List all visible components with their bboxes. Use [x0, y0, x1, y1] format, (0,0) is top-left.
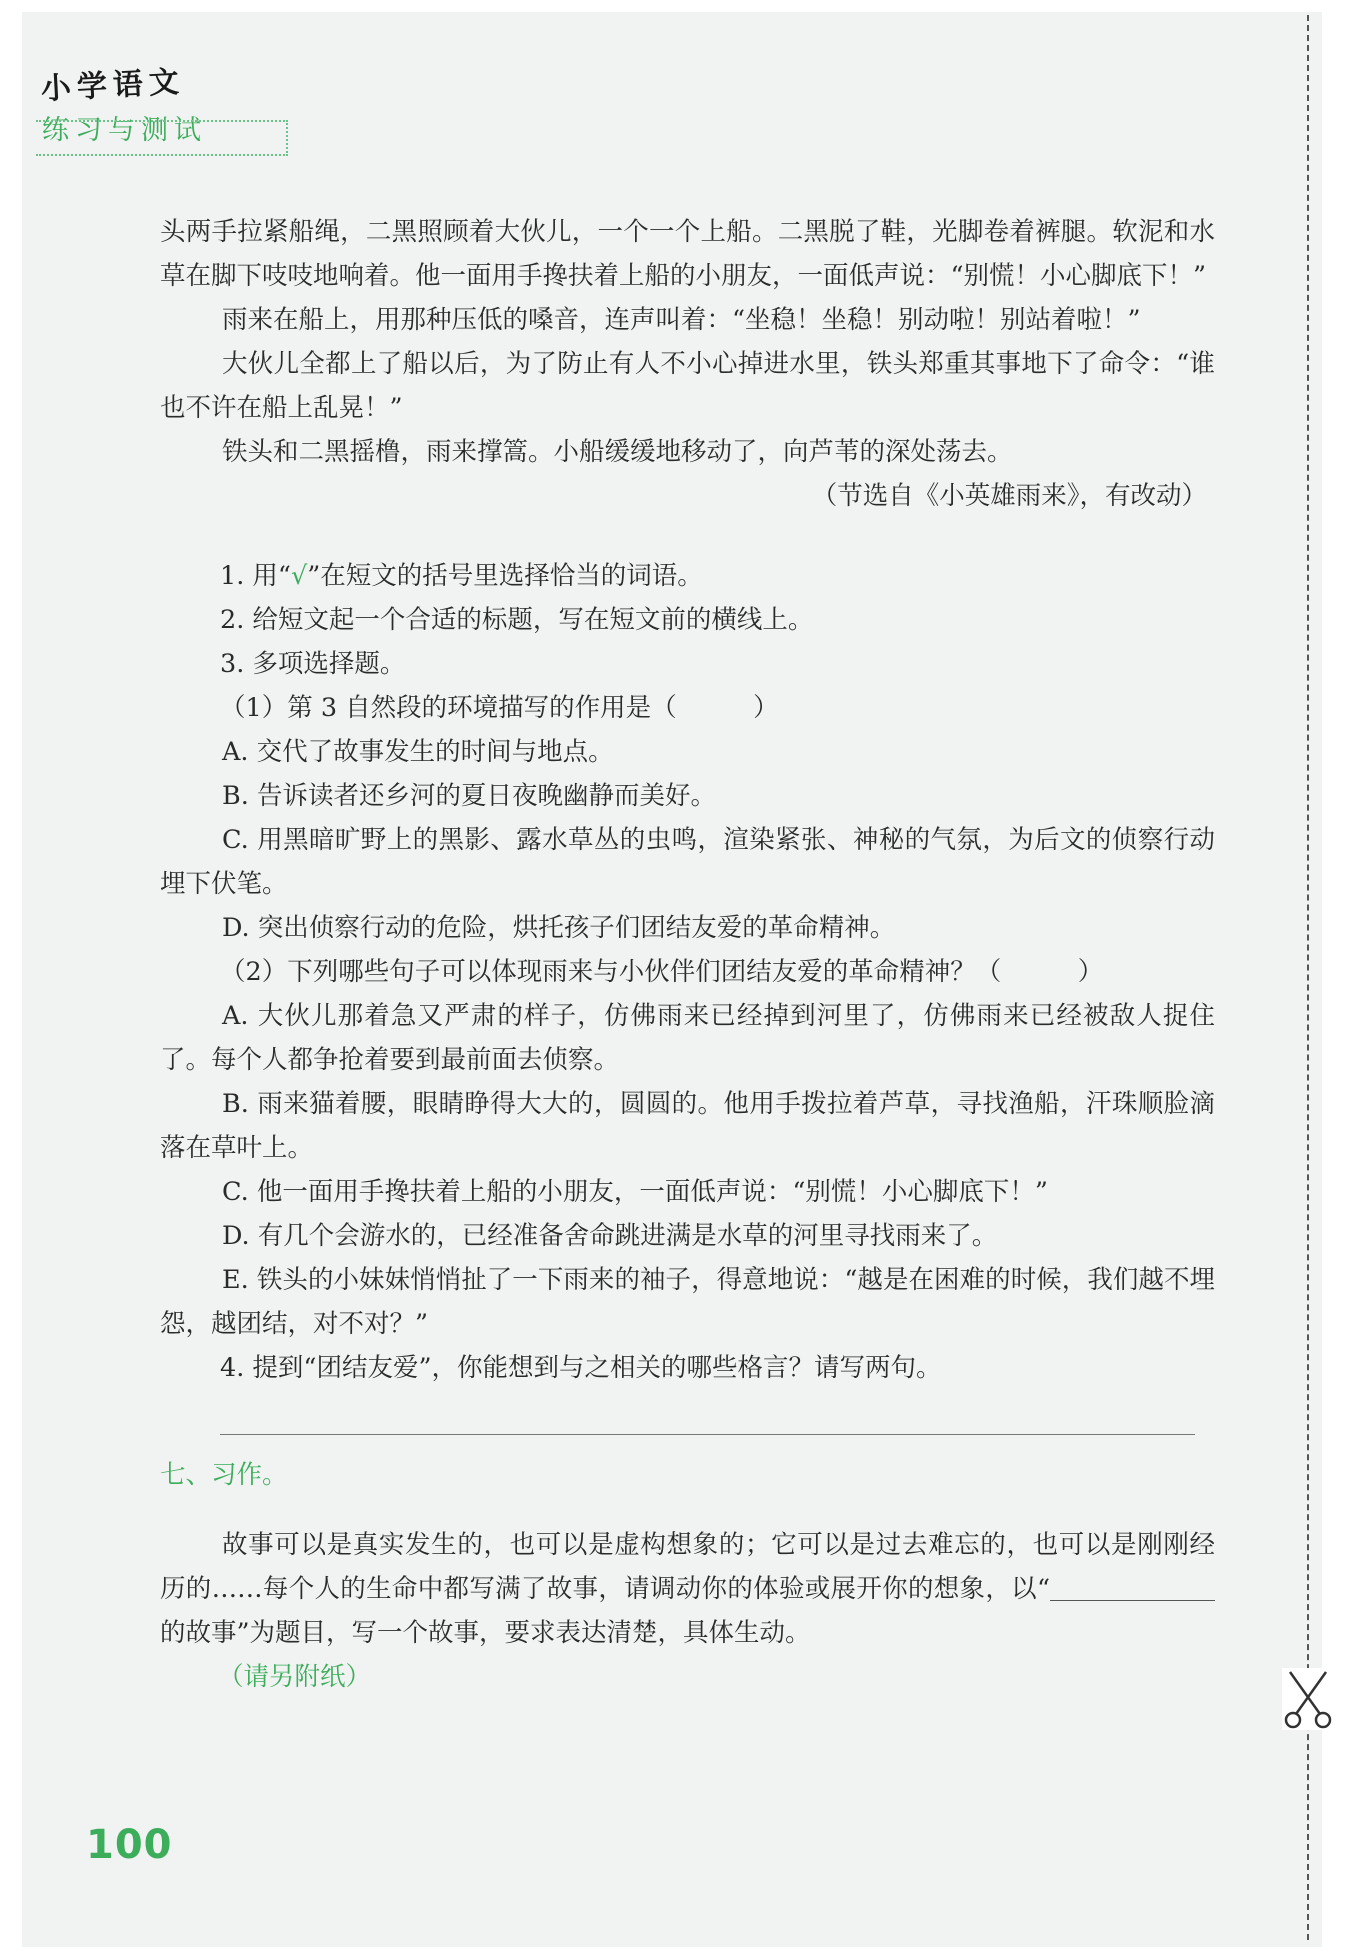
- question-4: 4. 提到“团结友爱”，你能想到与之相关的哪些格言？请写两句。: [220, 1353, 942, 1383]
- scissors-icon: [1282, 1668, 1334, 1730]
- sub1-option-a: A. 交代了故事发生的时间与地点。: [222, 737, 614, 767]
- passage-paragraph-2: 雨来在船上，用那种压低的嗓音，连声叫着：“坐稳！坐稳！别动啦！别站着啦！”: [222, 305, 1141, 335]
- title-blank[interactable]: [1050, 1572, 1215, 1601]
- attach-paper-note: （请另附纸）: [218, 1661, 372, 1692]
- question-3-sub-1: （1）第 3 自然段的环境描写的作用是（ ）: [220, 693, 779, 723]
- series-subtitle: 练习与测试: [42, 115, 207, 146]
- essay-prompt: 故事可以是真实发生的，也可以是虚构想象的；它可以是过去难忘的，也可以是刚刚经历的……每个人的生命中都写满了故事，请调动你的体验或展开你的想象，以“的故事”为题目，写一个故事，要求表达清楚，具体生动。: [160, 1529, 1215, 1648]
- question-2: 2. 给短文起一个合适的标题，写在短文前的横线上。: [220, 605, 814, 635]
- sub2-option-a: A. 大伙儿那着急又严肃的样子，仿佛雨来已经掉到河里了，仿佛雨来已经被敌人捉住了。每个人都争抢着要到最前面去侦察。: [160, 1001, 1215, 1075]
- sub1-option-b: B. 告诉读者还乡河的夏日夜晚幽静而美好。: [222, 781, 716, 811]
- passage-paragraph-1: 头两手拉紧船绳，二黑照顾着大伙儿，一个一个上船。二黑脱了鞋，光脚卷着裤腿。软泥和水草在脚下吱吱地响着。他一面用手搀扶着上船的小朋友，一面低声说：“别慌！小心脚底下！”: [160, 217, 1215, 291]
- passage-paragraph-4: 铁头和二黑摇橹，雨来撑篙。小船缓缓地移动了，向芦苇的深处荡去。: [222, 437, 1013, 467]
- sub1-option-c: C. 用黑暗旷野上的黑影、露水草丛的虫鸣，渲染紧张、神秘的气氛，为后文的侦察行动埋下伏笔。: [160, 825, 1215, 899]
- checkmark-icon: √: [290, 561, 308, 591]
- book-header: [42, 64, 207, 147]
- question-3: 3. 多项选择题。: [220, 649, 406, 679]
- question-3-sub-2: （2）下列哪些句子可以体现雨来与小伙伴们团结友爱的革命精神？（ ）: [220, 957, 1104, 987]
- passage-source: （节选自《小英雄雨来》，有改动）: [811, 481, 1207, 511]
- header-dotted-frame: [36, 120, 288, 156]
- cut-line: [1307, 15, 1309, 1940]
- question-1: 1. 用“√”在短文的括号里选择恰当的词语。: [220, 561, 703, 591]
- passage-paragraph-3: 大伙儿全都上了船以后，为了防止有人不小心掉进水里，铁头郑重其事地下了命令：“谁也不许在船上乱晃！”: [160, 349, 1215, 423]
- series-title: 小学语文: [40, 64, 186, 108]
- answer-line[interactable]: [220, 1434, 1195, 1435]
- section-7-title: 七、习作。: [160, 1460, 288, 1490]
- sub2-option-b: B. 雨来猫着腰，眼睛睁得大大的，圆圆的。他用手拨拉着芦草，寻找渔船，汗珠顺脸滴落在草叶上。: [160, 1089, 1215, 1163]
- sub2-option-e: E. 铁头的小妹妹悄悄扯了一下雨来的袖子，得意地说：“越是在困难的时候，我们越不埋怨，越团结，对不对？”: [160, 1265, 1215, 1339]
- page-content: [160, 210, 1215, 1699]
- page-number: 100: [86, 1822, 173, 1868]
- sub2-option-d: D. 有几个会游水的，已经准备舍命跳进满是水草的河里寻找雨来了。: [222, 1221, 998, 1251]
- sub2-option-c: C. 他一面用手搀扶着上船的小朋友，一面低声说：“别慌！小心脚底下！”: [222, 1177, 1048, 1207]
- sub1-option-d: D. 突出侦察行动的危险，烘托孩子们团结友爱的革命精神。: [222, 913, 896, 943]
